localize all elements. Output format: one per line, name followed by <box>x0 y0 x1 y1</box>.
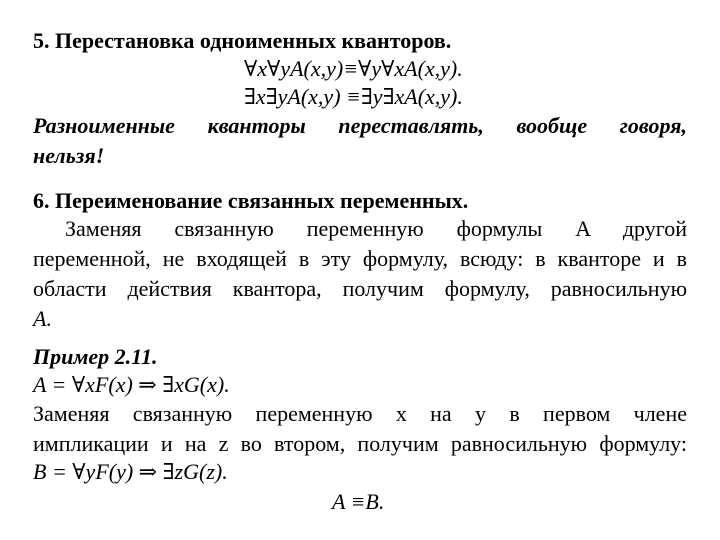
example-line-2: Заменяя связанную переменную x на y в первом члене <box>33 401 687 426</box>
section-6-line-4: A. <box>33 306 52 331</box>
section-5-note-line-2: нельзя! <box>33 143 105 168</box>
example-formula-b: B = ∀yF(y) ⇒ ∃zG(z). <box>33 459 228 484</box>
section-6-heading: 6. Переименование связанных переменных. <box>33 188 469 213</box>
formula-existential-swap: ∃x∃yA(x,y) ≡∃y∃xA(x,y). <box>244 84 463 109</box>
section-6-line-3: области действия квантора, получим формулу, равносильную <box>33 276 687 301</box>
example-line-3: импликации и на z во втором, получим равносильную формулу: <box>33 431 687 456</box>
section-6-line-2: переменной, не входящей в эту формулу, всюду: в кванторе и в <box>33 246 687 271</box>
example-title: Пример 2.11. <box>33 344 158 369</box>
formula-universal-swap: ∀x∀yA(x,y)≡∀y∀xA(x,y). <box>244 56 463 81</box>
example-formula-a: A = ∀xF(x) ⇒ ∃xG(x). <box>33 372 230 397</box>
example-equivalence: A ≡B. <box>332 489 385 514</box>
section-5-note-line-1: Разноименные кванторы переставлять, вообще говоря, <box>33 113 687 138</box>
section-6-line-1: Заменяя связанную переменную формулы A другой <box>65 216 687 241</box>
section-5-heading: 5. Перестановка одноименных кванторов. <box>33 28 452 53</box>
